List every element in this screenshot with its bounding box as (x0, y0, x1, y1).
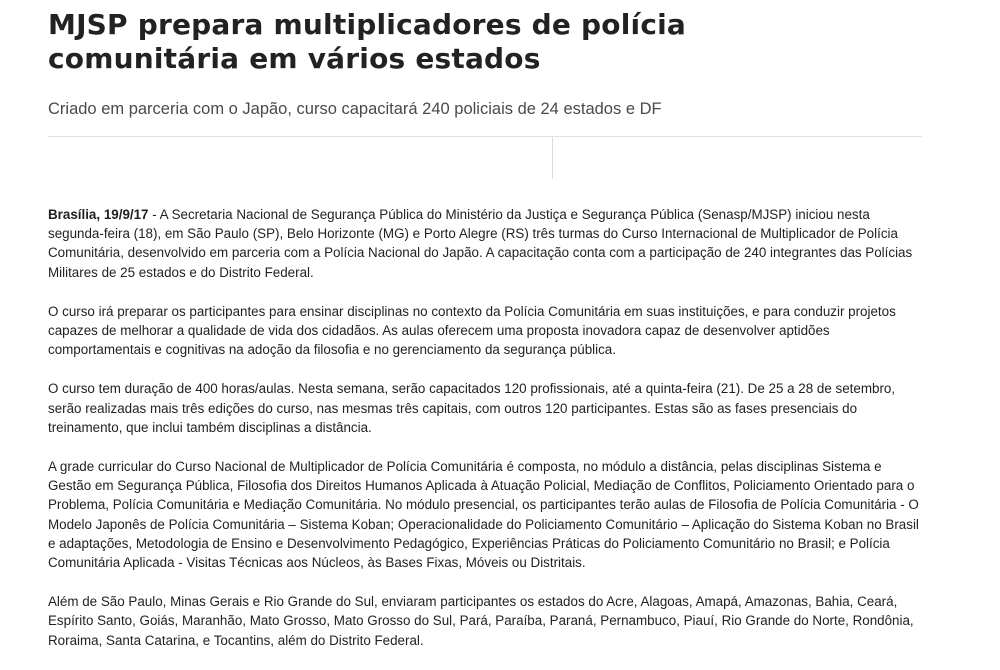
header-divider (48, 136, 922, 137)
article-subtitle: Criado em parceria com o Japão, curso capacitará 240 policiais de 24 estados e DF (48, 100, 662, 118)
paragraph-3: O curso tem duração de 400 horas/aulas. Nesta semana, serão capacitados 120 profissionais, até a quinta-feira (21). De 25 a 28 de setembro, serão realizadas mais três edições do curso, nas mesmas três capitais, com outros 120 participantes. Estas são as fases presenciais do treinamento, que inclui também disciplinas a distância. (48, 381, 896, 435)
news-article (48, 0, 923, 648)
article-headline (48, 0, 923, 76)
dateline: Brasília, 19/9/17 (48, 207, 149, 222)
article-body (48, 205, 923, 670)
paragraph-5: Além de São Paulo, Minas Gerais e Rio Grande do Sul, enviaram participantes os estados do Acre, Alagoas, Amapá, Amazonas, Bahia, Ceará, Espírito Santo, Goiás, Maranhão, Mato Grosso, Mato Grosso do Sul, Pará, Paraíba, Paraná, Pernambuco, Piauí, Rio Grande do Norte, Rondônia, Roraima, Santa Catarina, e Tocantins, além do Distrito Federal. (48, 594, 914, 648)
paragraph-2: O curso irá preparar os participantes para ensinar disciplinas no contexto da Polícia Comunitária em suas instituições, e para conduzir projetos capazes de melhorar a qualidade de vida dos cidadãos. As aulas oferecem uma proposta inovadora capaz de desenvolver aptidões comportamentais e cognitivas na adoção da filosofia e no gerenciamento da segurança pública. (48, 303, 896, 358)
headline-line-2: comunitária em vários estados (48, 42, 541, 75)
paragraph-1 (48, 205, 923, 282)
paragraph-1-text: - A Secretaria Nacional de Segurança Pública do Ministério da Justiça e Segurança Pública (Senasp/MJSP) iniciou nesta segunda-feira (18), em São Paulo (SP), Belo Horizonte (MG) e Porto Alegre (RS) três turmas do Curso Internacional de Multiplicador de Polícia Comunitária, desenvolvido em parceria com a Polícia Nacional do Japão. A capacitação conta com a participação de 240 integrantes das Polícias Militares de 25 estados e do Distrito Federal. (48, 207, 913, 280)
paragraph-4: A grade curricular do Curso Nacional de Multiplicador de Polícia Comunitária é composta, no módulo a distância, pelas disciplinas Sistema e Gestão em Segurança Pública, Filosofia dos Direitos Humanos Aplicada à Atuação Policial, Mediação de Conflitos, Policiamento Orientado para o Problema, Polícia Comunitária e Mediação Comunitária. No módulo presencial, os participantes terão aulas de Filosofia de Polícia Comunitária - O Modelo Japonês de Polícia Comunitária – Sistema Koban; Operacionalidade do Policiamento Comunitário – Aplicação do Sistema Koban no Brasil e adaptações, Metodologia de Ensino e Desenvolvimento Pedagógico, Experiências Práticas do Policiamento Comunitário no Brasil; e Polícia Comunitária Aplicada - Visitas Técnicas aos Núcleos, às Bases Fixas, Móveis ou Distritais. (48, 459, 919, 571)
headline-line-1: MJSP prepara multiplicadores de polícia (48, 8, 687, 41)
vertical-separator (552, 137, 553, 179)
